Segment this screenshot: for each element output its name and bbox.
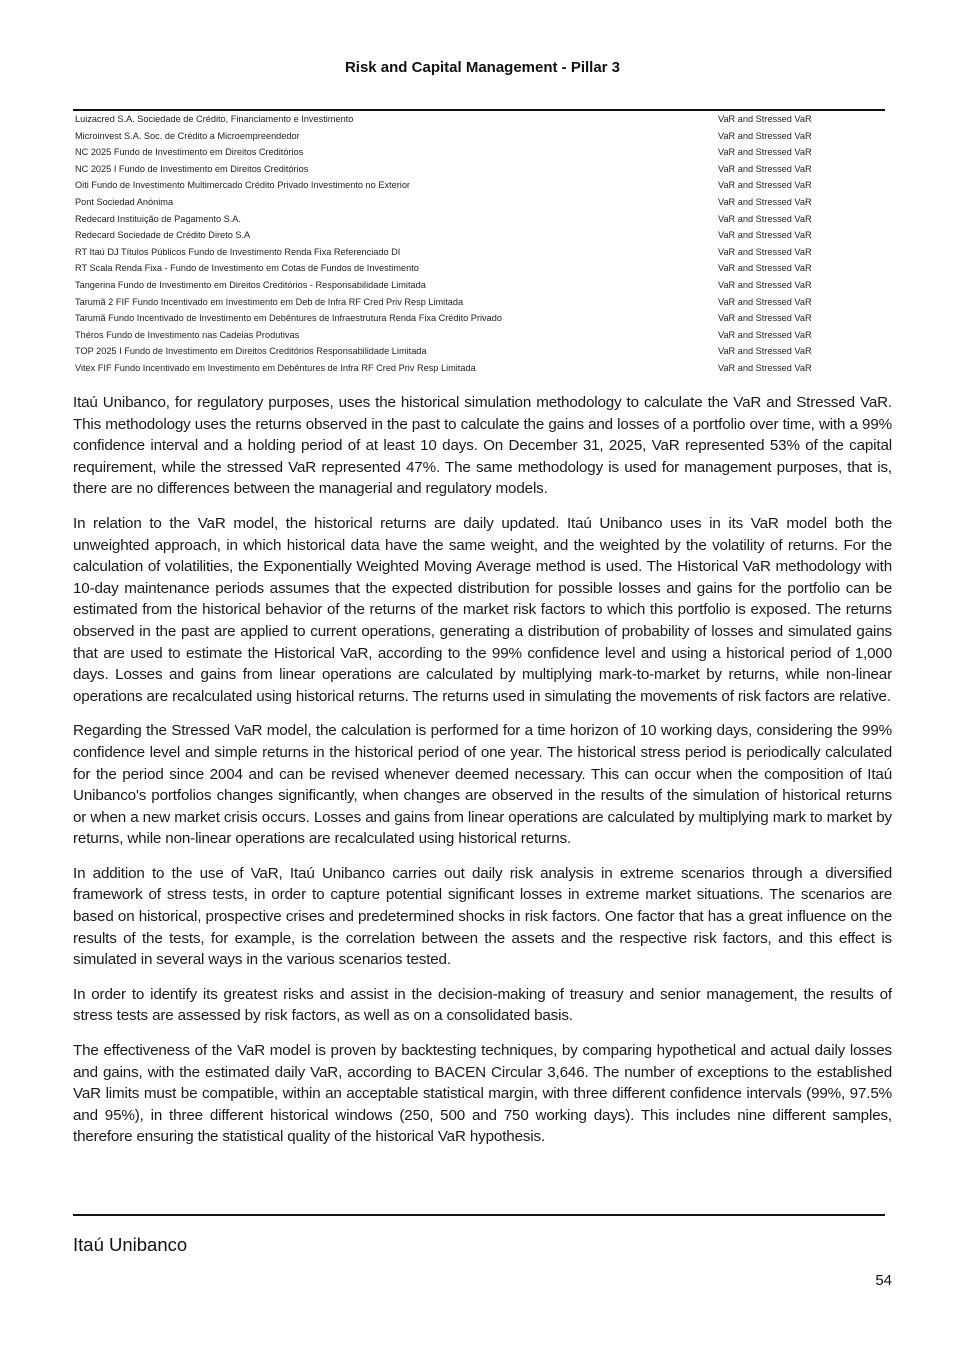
table-row xyxy=(73,111,885,128)
approach-cell: VaR and Stressed VaR xyxy=(718,147,812,158)
table-row xyxy=(73,294,885,311)
paragraph-backtesting: The effectiveness of the VaR model is proven by backtesting techniques, by comparing hypothetical and actual daily losses and gains, with the estimated daily VaR, according to BACEN Circular 3,646. The number of exceptions to the established VaR limits must be compatible, within an acceptable statistical margin, with three different confidence intervals (99%, 97.5% and 95%), in three different historical windows (250, 500 and 750 working days). This includes nine different samples, therefore ensuring the statistical quality of the historical VaR hypothesis. xyxy=(73,1042,892,1146)
entity-name-cell: RT Itaú DJ Títulos Públicos Fundo de Investimento Renda Fixa Referenciado DI xyxy=(75,246,401,257)
table-row xyxy=(73,244,885,261)
entity-table xyxy=(73,111,885,377)
page-header-title: Risk and Capital Management - Pillar 3 xyxy=(344,59,621,76)
entity-table-container xyxy=(73,109,885,377)
approach-cell: VaR and Stressed VaR xyxy=(718,279,812,290)
approach-cell: VaR and Stressed VaR xyxy=(718,329,812,340)
entity-name-cell: Luizacred S.A. Sociedade de Crédito, Financiamento e Investimento xyxy=(75,114,354,124)
entity-name-cell: Redecard Sociedade de Crédito Direto S.A xyxy=(75,230,251,241)
paragraph-var-methodology: Itaú Unibanco, for regulatory purposes, uses the historical simulation methodology to calculate the VaR and Stressed VaR. This methodology uses the returns observed in the past to calculate the gains and losses of a portfolio over time, with a 99% confidence interval and a holding period of at least 10 days. On December 31, 2025, VaR represented 53% of the capital requirement, while the stressed VaR represented 47%. The same methodology is used for management purposes, that is, there are no differences between the managerial and regulatory models. xyxy=(73,394,892,498)
paragraph-risk-identification: In order to identify its greatest risks and assist in the decision-making of treasury and senior management, the results of stress tests are assessed by risk factors, as well as on a consolidated basis. xyxy=(73,985,892,1025)
entity-name-cell: Théros Fundo de Investimento nas Cadeias Produtivas xyxy=(75,329,300,340)
entity-name-cell: TOP 2025 I Fundo de Investimento em Direitos Creditórios Responsabilidade Limitada xyxy=(75,346,427,357)
approach-cell: VaR and Stressed VaR xyxy=(718,114,812,124)
approach-cell: VaR and Stressed VaR xyxy=(718,196,812,207)
approach-cell: VaR and Stressed VaR xyxy=(718,180,812,191)
paragraph-stress-tests: In addition to the use of VaR, Itaú Unibanco carries out daily risk analysis in extreme scenarios through a diversified framework of stress tests, in order to capture potential significant losses in extreme market situations. The scenarios are based on historical, prospective crises and predetermined shocks in risk factors. One factor that has a great influence on the results of the tests, for example, is the correlation between the assets and the respective risk factors, and this effect is simulated in several ways in the various scenarios tested. xyxy=(73,864,892,969)
table-row xyxy=(73,211,885,228)
table-row xyxy=(73,343,885,360)
table-row xyxy=(73,277,885,294)
footer-brand: Itaú Unibanco xyxy=(73,1234,188,1255)
approach-cell: VaR and Stressed VaR xyxy=(718,296,812,307)
approach-cell: VaR and Stressed VaR xyxy=(718,362,812,373)
table-row xyxy=(73,260,885,277)
approach-cell: VaR and Stressed VaR xyxy=(718,213,812,224)
table-row xyxy=(73,144,885,161)
table-row xyxy=(73,360,885,377)
entity-name-cell: NC 2025 Fundo de Investimento em Direitos Creditórios xyxy=(75,147,304,158)
entity-name-cell: Vitex FIF Fundo Incentivado em Investimento em Debêntures de Infra RF Cred Priv Resp Limitada xyxy=(75,362,476,373)
approach-cell: VaR and Stressed VaR xyxy=(718,313,812,324)
entity-name-cell: Microinvest S.A. Soc. de Crédito a Microempreendedor xyxy=(75,130,300,141)
table-row xyxy=(73,310,885,327)
entity-name-cell: Redecard Instituição de Pagamento S.A. xyxy=(75,213,241,224)
approach-cell: VaR and Stressed VaR xyxy=(718,246,812,257)
approach-cell: VaR and Stressed VaR xyxy=(718,130,812,141)
approach-cell: VaR and Stressed VaR xyxy=(718,263,812,274)
approach-cell: VaR and Stressed VaR xyxy=(718,230,812,241)
table-row xyxy=(73,161,885,178)
paragraph-var-model: In relation to the VaR model, the historical returns are daily updated. Itaú Unibanco uses in its VaR model both the unweighted approach, in which historical data have the same weight, and the weighted by the volatility of returns. For the calculation of volatilities, the Exponentially Weighted Moving Average method is used. The Historical VaR methodology with 10-day maintenance periods assumes that the expected distribution for possible losses and gains for the portfolio can be estimated from the historical behavior of the returns of the market risk factors to which this portfolio is exposed. The returns observed in the past are applied to current operations, generating a distribution of probability of losses and simulated gains that are used to estimate the Historical VaR, according to the 99% confidence level and using a historical period of 1,000 days. Losses and gains from linear operations are calculated by multiplying mark-to-market by returns, while non-linear operations are recalculated using historical returns. The returns used in simulating the movements of risk factors are relative. xyxy=(73,514,892,705)
page-number: 54 xyxy=(875,1272,892,1289)
table-row xyxy=(73,227,885,244)
table-row xyxy=(73,177,885,194)
entity-name-cell: RT Scala Renda Fixa - Fundo de Investimento em Cotas de Fundos de Investimento xyxy=(75,263,419,274)
entity-name-cell: Pont Sociedad Anónima xyxy=(75,196,174,207)
entity-name-cell: Tarumã 2 FIF Fundo Incentivado em Investimento em Deb de Infra RF Cred Priv Resp Limitada xyxy=(75,296,464,307)
entity-name-cell: Tarumã Fundo Incentivado de Investimento em Debêntures de Infraestrutura Renda Fixa Crédito Privado xyxy=(75,313,502,324)
approach-cell: VaR and Stressed VaR xyxy=(718,163,812,174)
entity-name-cell: NC 2025 I Fundo de Investimento em Direitos Creditórios xyxy=(75,163,309,174)
table-row xyxy=(73,128,885,145)
footer-divider xyxy=(73,1214,885,1216)
approach-cell: VaR and Stressed VaR xyxy=(718,346,812,357)
table-row xyxy=(73,194,885,211)
table-row xyxy=(73,327,885,344)
entity-name-cell: Oiti Fundo de Investimento Multimercado Crédito Privado Investimento no Exterior xyxy=(75,180,410,191)
paragraph-stressed-var: Regarding the Stressed VaR model, the calculation is performed for a time horizon of 10 working days, considering the 99% confidence level and simple returns in the historical period of one year. The historical stress period is periodically calculated for the period since 2004 and can be revised whenever deemed necessary. This can occur when the composition of Itaú Unibanco's portfolios changes significantly, when changes are observed in the results of the simulation of historical returns or when a new market crisis occurs. Losses and gains from linear operations are calculated by multiplying mark to market by returns, while non-linear operations are recalculated using historical returns. xyxy=(73,722,892,848)
entity-name-cell: Tangerina Fundo de Investimento em Direitos Creditórios - Responsabilidade Limitada xyxy=(75,279,426,290)
body-text xyxy=(73,392,892,1161)
